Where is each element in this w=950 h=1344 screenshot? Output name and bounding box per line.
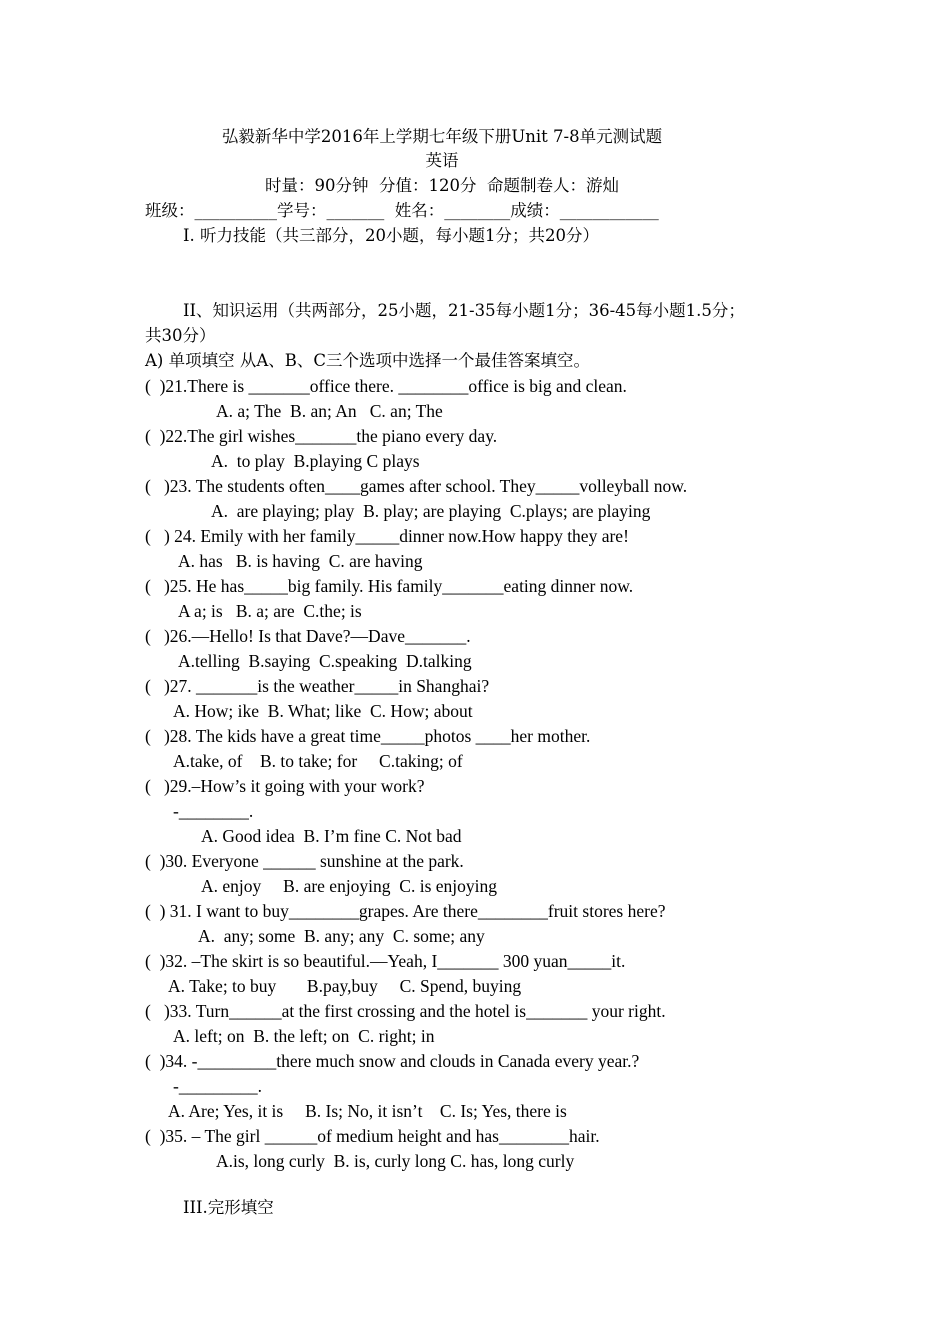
- subject: 英语: [425, 151, 459, 170]
- section-knowledge: II、知识运用（共两部分，25小题，21-35每小题1分；36-45每小题1.5分；: [183, 301, 745, 320]
- options-25: A a; is B. a; are C.the; is: [178, 601, 362, 621]
- question-34: ( )34. -_________there much snow and clouds in Canada every year.?: [145, 1051, 640, 1071]
- options-26: A.telling B.saying C.speaking D.talking: [178, 651, 472, 671]
- options-34: A. Are; Yes, it is B. Is; No, it isn’t C. Is; Yes, there is: [168, 1101, 567, 1121]
- title: 弘毅新华中学2016年上学期七年级下册Unit 7-8单元测试题: [221, 127, 663, 146]
- options-23: A. are playing; play B. play; are playing C.plays; are playing: [211, 501, 651, 521]
- question-31: ( ) 31. I want to buy________grapes. Are there________fruit stores here?: [145, 901, 666, 921]
- options-29: A. Good idea B. I’m fine C. Not bad: [201, 826, 462, 846]
- options-30: A. enjoy B. are enjoying C. is enjoying: [201, 876, 498, 896]
- question-23: ( )23. The students often____games after school. They_____volleyball now.: [145, 476, 688, 496]
- question-24: ( ) 24. Emily with her family_____dinner now.How happy they are!: [145, 526, 629, 546]
- question-21: ( )21.There is _______office there. ________office is big and clean.: [145, 376, 627, 396]
- options-27: A. How; ike B. What; like C. How; about: [173, 701, 473, 721]
- options-32: A. Take; to buy B.pay,buy C. Spend, buying: [168, 976, 522, 996]
- answer-line-29: -________.: [173, 801, 254, 821]
- question-35: ( )35. – The girl ______of medium height and has________hair.: [145, 1126, 600, 1146]
- options-28: A.take, of B. to take; for C.taking; of: [173, 751, 463, 771]
- question-28: ( )28. The kids have a great time_____photos ____her mother.: [145, 726, 591, 746]
- student-info-line: 班级：__________学号：_______ 姓名：________成绩：____________: [145, 201, 659, 220]
- section-knowledge-cont: 共30分）: [145, 326, 216, 345]
- section-listening: I. 听力技能（共三部分，20小题，每小题1分；共20分）: [183, 226, 599, 245]
- answer-line-34: -_________.: [173, 1076, 262, 1096]
- options-33: A. left; on B. the left; on C. right; in: [173, 1026, 435, 1046]
- question-25: ( )25. He has_____big family. His family_______eating dinner now.: [145, 576, 634, 596]
- options-22: A. to play B.playing C plays: [211, 451, 420, 471]
- question-26: ( )26.—Hello! Is that Dave?—Dave_______.: [145, 626, 471, 646]
- options-31: A. any; some B. any; any C. some; any: [198, 926, 485, 946]
- question-32: ( )32. –The skirt is so beautiful.—Yeah, I_______ 300 yuan_____it.: [145, 951, 626, 971]
- options-21: A. a; The B. an; An C. an; The: [216, 401, 443, 421]
- section-cloze: III.完形填空: [183, 1198, 274, 1217]
- question-27: ( )27. _______is the weather_____in Shanghai?: [145, 676, 490, 696]
- options-24: A. has B. is having C. are having: [178, 551, 423, 571]
- question-33: ( )33. Turn______at the first crossing and the hotel is_______ your right.: [145, 1001, 666, 1021]
- options-35: A.is, long curly B. is, curly long C. has, long curly: [216, 1151, 575, 1171]
- part-a-heading: A) 单项填空 从A、B、C三个选项中选择一个最佳答案填空。: [145, 351, 591, 370]
- exam-info: 时量：90分钟 分值：120分 命题制卷人：游灿: [265, 176, 619, 195]
- question-30: ( )30. Everyone ______ sunshine at the park.: [145, 851, 464, 871]
- question-22: ( )22.The girl wishes_______the piano every day.: [145, 426, 498, 446]
- question-29: ( )29.–How’s it going with your work?: [145, 776, 425, 796]
